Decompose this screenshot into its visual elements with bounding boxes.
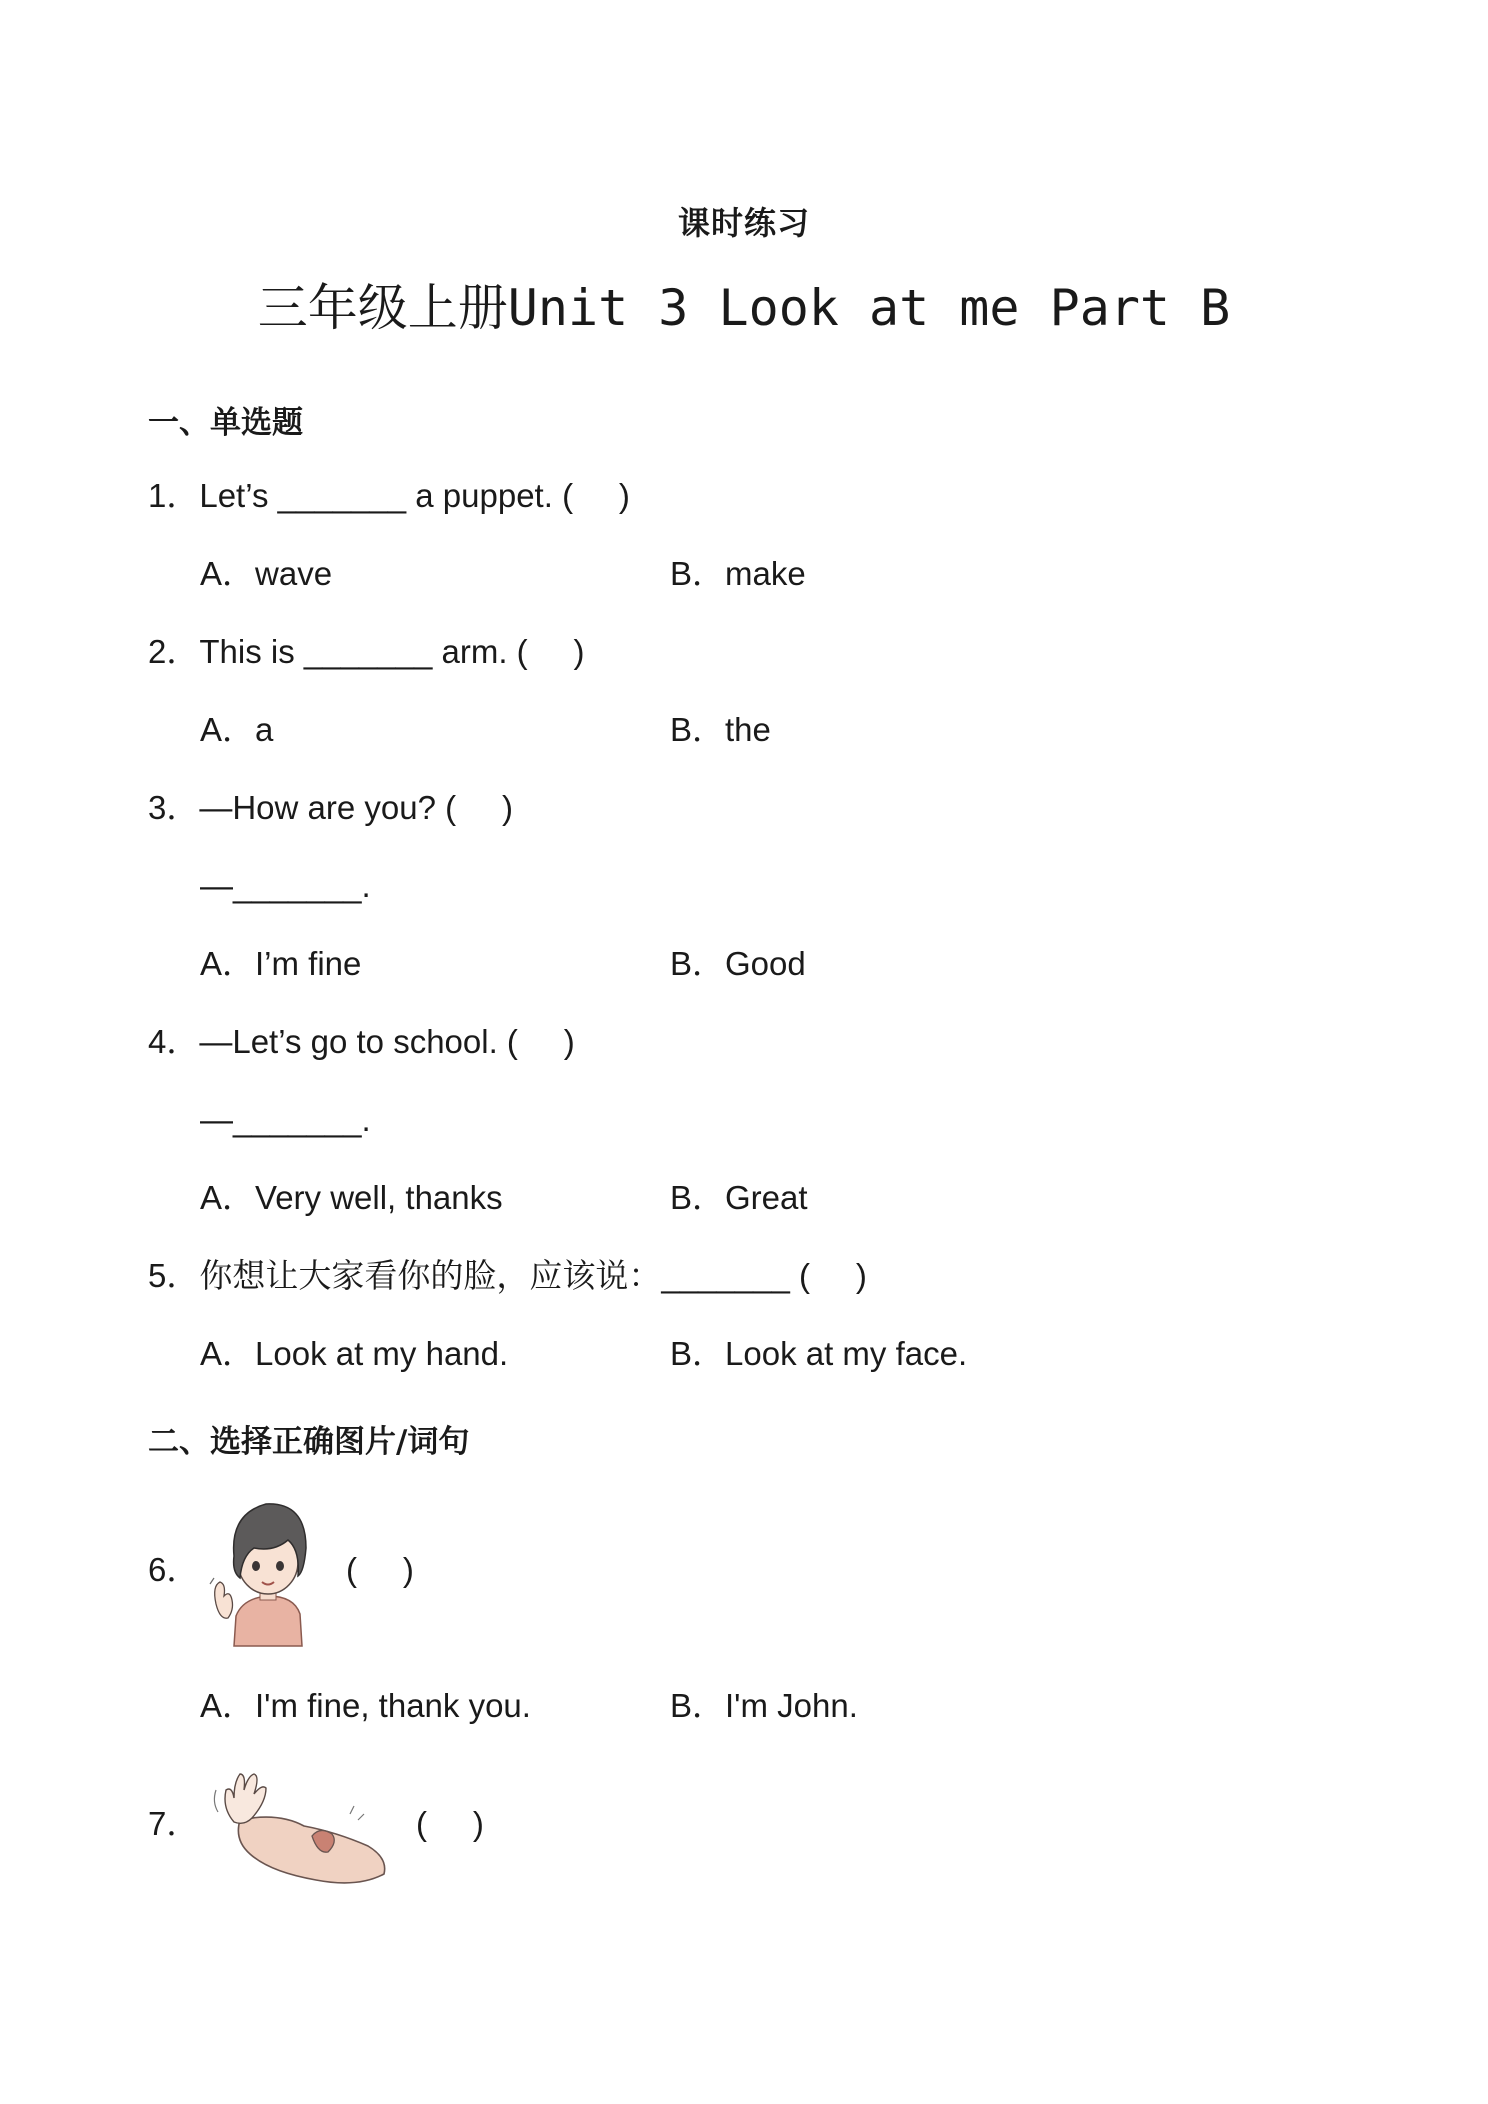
boy-waving-illustration <box>208 1486 328 1648</box>
question-4-option-a[interactable]: A．Very well, thanks <box>200 1179 503 1216</box>
worksheet-title: 三年级上册Unit 3 Look at me Part B <box>257 279 1231 337</box>
arm-illustration <box>208 1762 394 1888</box>
question-5-stem: 5．你想让大家看你的脸，应该说：_______ ( ) <box>148 1257 867 1294</box>
question-7-number: 7． <box>148 1805 200 1842</box>
question-2-option-a[interactable]: A．a <box>200 711 274 748</box>
worksheet-subtitle: 课时练习 <box>677 204 810 242</box>
question-2-stem: 2．This is _______ arm. ( ) <box>148 633 585 670</box>
question-1-option-a[interactable]: A．wave <box>200 555 333 592</box>
section-heading-choose-picture: 二、选择正确图片/词句 <box>148 1424 470 1460</box>
question-3-reply: —_______. <box>200 867 371 904</box>
question-5-option-b[interactable]: B．Look at my face. <box>670 1335 968 1372</box>
question-6-answer-paren[interactable]: ( ) <box>346 1551 414 1588</box>
question-5-option-a[interactable]: A．Look at my hand. <box>200 1335 509 1372</box>
question-6-number: 6． <box>148 1551 200 1588</box>
question-3-option-a[interactable]: A．I’m fine <box>200 945 362 982</box>
question-2-option-b[interactable]: B．the <box>670 711 771 748</box>
question-1-option-b[interactable]: B．make <box>670 555 806 592</box>
question-1-stem: 1．Let’s _______ a puppet. ( ) <box>148 477 630 514</box>
question-6-option-a[interactable]: A．I'm fine, thank you. <box>200 1687 531 1724</box>
question-4-reply: —_______. <box>200 1101 371 1138</box>
question-3-stem: 3．—How are you? ( ) <box>148 789 513 826</box>
section-heading-single-choice: 一、单选题 <box>148 405 303 441</box>
question-4-option-b[interactable]: B．Great <box>670 1179 808 1216</box>
question-7-answer-paren[interactable]: ( ) <box>416 1805 484 1842</box>
question-6-option-b[interactable]: B．I'm John. <box>670 1687 858 1724</box>
question-4-stem: 4．—Let’s go to school. ( ) <box>148 1023 575 1060</box>
question-3-option-b[interactable]: B．Good <box>670 945 806 982</box>
